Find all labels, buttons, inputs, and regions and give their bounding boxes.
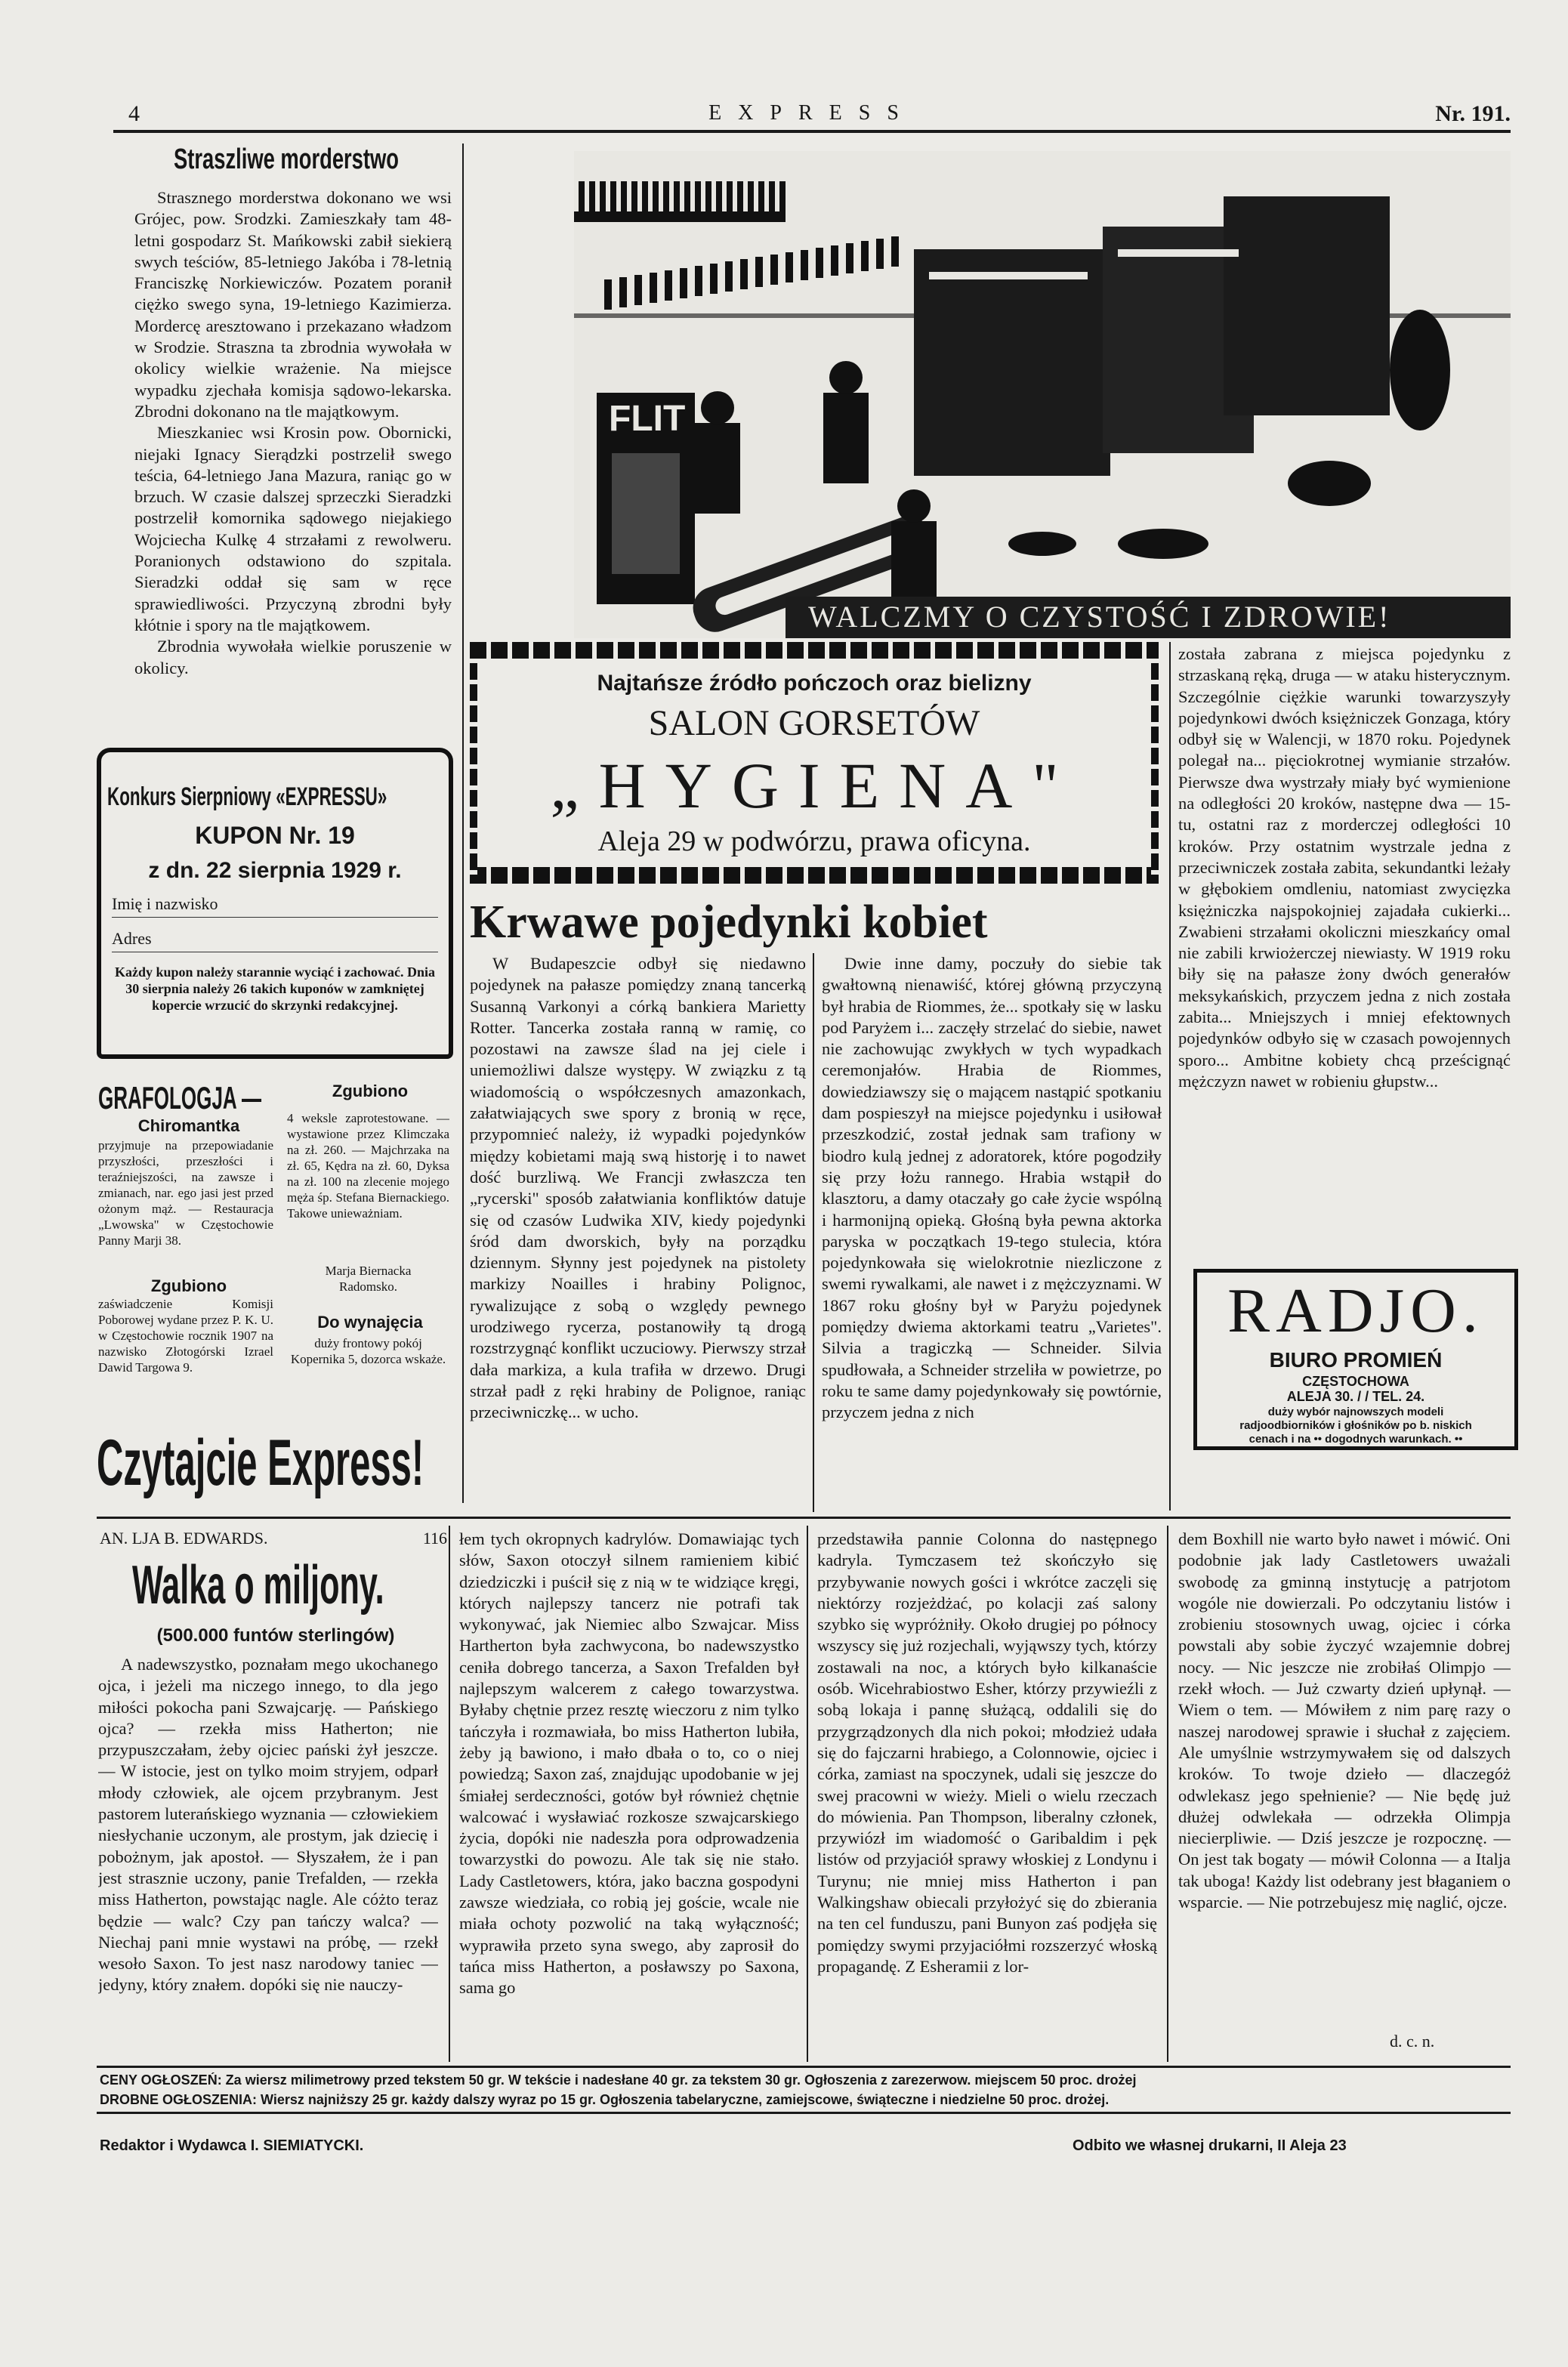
coupon-date: z dn. 22 sierpnia 1929 r. xyxy=(148,858,402,883)
comb-tooth xyxy=(727,181,733,213)
column-rule xyxy=(813,953,814,1512)
soldier-silhouette xyxy=(695,266,702,296)
comb-tooth xyxy=(758,181,764,213)
radjo-sub: BIURO PROMIEŃ xyxy=(1269,1348,1443,1372)
krwawe-col2 xyxy=(822,953,1162,1512)
serial-col2 xyxy=(459,1529,799,2057)
page-number: 4 xyxy=(128,101,140,126)
soldier-silhouette xyxy=(816,248,823,278)
issue-number: Nr. 191. xyxy=(1435,101,1511,126)
hygiena-advertisement xyxy=(470,642,1159,884)
zgubiono2-text xyxy=(287,1110,449,1261)
serial-byline xyxy=(100,1529,447,1548)
column-rule xyxy=(807,1526,808,2062)
radjo-text: duży wybór najnowszych modeli radjoodbiorników i głośników po b. niskich cenach i na •• dogodnych warunkach. •• xyxy=(1239,1406,1472,1446)
checker-border-left xyxy=(470,642,477,884)
grafologja-body: przyjmuje na przepowiadanie przyszłości, przeszłości i teraźniejszości, na zawsze i zmianach, nar. ego jasi jest przed ożonym mąż. — Restauracja „Lwowska" w Częstochowie Panny Marji 38. xyxy=(98,1138,273,1248)
footer-drukarnia: Odbito we własnej drukarni, II Aleja 23 xyxy=(1073,2137,1347,2154)
checker-border-bottom xyxy=(470,867,1159,884)
signature-town: Radomsko. xyxy=(339,1279,397,1294)
grafologja-sub: Chiromantka xyxy=(137,1116,240,1135)
section-rule xyxy=(97,1517,1511,1519)
soldier-silhouette xyxy=(891,236,899,267)
serial-text3: przedstawiła pannie Colonna do następnego kadryla. Tymczasem też skończyło się przybywanie nowych gości i wkrótce zaczęli się niektórzy rozjeżdżać, po kolacji zaś salony szybko się wypróżniły. Około drugiej po północy wszyscy się już rozjechali, wyjąwszy tych, którzy zostawali na noc, a których było kilkanaście osób. Wicehrabiostwo Esher, którzy przywieźli z sobą lokaja i pannę służącą, oddalili się do przygrządzonych dla nich pokoi; młodzież udała się do fajczarni hrabiego, a Colonnowie, ojciec i córka, zamiast na spoczynek, udali się jeszcze do swej pracowni w wieży. Mieli o wielu rzeczach do mówienia. Pan Thompson, liberalny członek, przywiózł im wiadomość o Garibaldim i pęk listów od przyjaciół sprawy włoskiej z Londynu i Turynu; nie mniej miss Hatherton i pan Walkingshaw obiecali przyłożyć się do zbierania na ten cel funduszu, pani Bunyon zaś podjęła się pomiędzy swymi przyjaciółmi rozszerzyć włoską propagandę. Z Esheramii z lor- xyxy=(817,1529,1157,1976)
column-rule xyxy=(1169,642,1171,1511)
comb-tooth xyxy=(684,181,690,213)
column-rule xyxy=(1167,1526,1168,2062)
comb-tooth xyxy=(779,181,786,213)
flit-can-icon xyxy=(597,393,695,604)
serial-col3 xyxy=(817,1529,1157,2057)
zgubiono1-text xyxy=(98,1296,273,1409)
soldier-silhouette xyxy=(725,261,733,292)
serial-text1: A nadewszystko, poznałam mego ukochanego ojca, i jeżeli ma niczego innego, to dla jego miłości pokocha pani Szwajcarję. — Pańskiego ojca? — rzekła miss Hatherton; nie przypuszczałam, żeby ojciec pański żył jeszcze. — W istocie, jest on tylko moim stryjem, odparł młody człowiek, ale ojcem przybranym. Jest pastorem luterańskiego wyznania — człowiekiem niesłychanie uczonym, ale prostym, jak dziecię i pobożnym, jak apostoł. — Słyszałem, że i pan jest strasznie uczony, panie Trefalden, — rzekła miss Hatherton, powstając nagle. Ale cóżto teraz będzie — walc? Czy pan tańczy walca? — Niechaj pani mnie wystawi na próbę, — rzekł wesoło Saxon. To jest nasz narodowy taniec — jedyny, który znałem. dopóki się nie nauczy- xyxy=(98,1655,438,1995)
masthead: EXPRESS xyxy=(708,101,915,125)
wynajecia-body: duży frontowy pokój Kopernika 5, dozorca wskaże. xyxy=(290,1336,446,1366)
krwawe-text2: Dwie inne damy, poczuły do siebie tak gwałtowną nienawiść, której główną przyczyną był hrabia de Riommes, że... spotkały się w lasku pod Paryżem i... zaczęły strzelać do siebie, nawet nie zachowując zwykłych w tych wypadkach ceremonjałów. Hrabia de Riommes, dowiedziawszy się o mającem nastąpić spotkaniu dam pospieszył na miejsce pojedynku i usiłował przeszkodzić, został jednak sam trafiony w biodro kulą jednej z adoratorek, które pogodziły się przy łożu rannego. Hrabia wstąpił do klasztoru, a damy otaczały go całe życie wspólną i harmonijną opieką. Głośną była pewna aktorka paryska w początkach 19-tego stulecia, która pojedynkowała się wielokrotnie niezliczone z swemi rywalkami, ale nawet i z mężczyznami. W 1867 roku głośny był w Paryżu pojedynek pomiędzy dwiema aktorkami teatru „Varietes". Silvia a tragiczką — Schneider. Silvia spudłowała, a Schneider strzeliła w powietrze, po roku te same damy pojedynkowały się powtórnie, przyczem jedna z nich xyxy=(822,954,1162,1422)
comb-tooth xyxy=(737,181,743,213)
comb-tooth xyxy=(653,181,659,213)
flit-slogan: WALCZMY O CZYSTOŚĆ I ZDROWIE! xyxy=(808,600,1391,634)
soldier-silhouette xyxy=(650,273,657,303)
comb-tooth xyxy=(705,181,711,213)
paragraph: Strasznego morderstwa dokonano we wsi Grójec, pow. Srodzki. Zamieszkały tam 48-letni gospodarz St. Mańkowski zabił siekierą swych teściów, 85-letniego Jakóba i 78-letnią Franciszkę Norkiewiczów. Pozatem poranił ciężko swego syna, 19-letniego Kazimierza. Mordercę aresztowano i przekazano władzom w Srodzie. Straszna ta zbrodnia wywołała w okolicy wielkie wrażenie. Na miejsce wypadku zjechała komisja sądowo-lekarska. Zbrodni dokonano na tle majątkowym. xyxy=(134,188,452,421)
header-rule xyxy=(113,130,1511,133)
coupon-name-field: Imię i nazwisko xyxy=(112,894,438,918)
soldier-silhouette xyxy=(831,245,838,276)
contest-coupon xyxy=(97,748,453,1059)
zgubiono2-title: Zgubiono xyxy=(332,1082,409,1100)
hygiena-line1: Najtańsze źródło pończoch oraz bielizny xyxy=(597,671,1032,696)
czytajcie-express-banner: Czytajcie Express! xyxy=(97,1427,424,1499)
coupon-note: Każdy kupon należy starannie wyciąć i zachować. Dnia 30 sierpnia należy 26 takich kuponów w zamkniętej kopercie wrzucić do skrzynki redakcyjnej. xyxy=(114,964,435,1013)
footer-drobne: DROBNE OGŁOSZENIA: Wiersz najniższy 25 gr. każdy dalszy wyraz po 15 gr. Ogłoszenia tabelaryczne, zamiejscowe, świąteczne i niedzielne 50 proc. drożej. xyxy=(100,2092,1110,2107)
hygiena-line4: Aleja 29 w podwórzu, prawa oficyna. xyxy=(597,826,1031,857)
soldier-silhouette xyxy=(740,259,748,289)
coupon-title: Konkurs Sierpniowy «EXPRESSU» xyxy=(107,782,387,811)
article-title-morderstwo: Straszliwe morderstwo xyxy=(174,144,400,175)
comb-tooth xyxy=(610,181,616,213)
soldier-silhouette xyxy=(755,257,763,287)
comb-tooth xyxy=(663,181,669,213)
radjo-advertisement xyxy=(1193,1269,1518,1450)
comb-tooth xyxy=(579,181,585,213)
serial-text2: łem tych okropnych kadrylów. Domawiając tych słów, Saxon otoczył silnem ramieniem kibić dziedziczki i puścił się z nią w te widziące kręgi, których najlepszy tancerz nie potrafi tak wykonywać, jak Niemiec albo Szwajcar. Miss Hartherton była zachwycona, bo nadewszystko ceniła dobrego tancerza, a Saxon Trefalden był najlepszym walcerem z całego towarzystwa. Byłaby chętnie przez resztę wieczoru z nim tylko tańczyła i rozmawiała, bo miss Hatherton lubiła, żeby ją bawiono, i mało dbała o to, co o niej powiedzą; Saxon zaś, znajdując upodobanie w jej śmiałej serdeczności, gotów był również chętnie walcować i wysławiać rozkosze szwajcarskiego życia, dopóki nie nadeszła pora odprowadzenia towarzystki do powozu. Ale tak się nie stało. Lady Castletowers, która, jako baczna gospodyni zawsze wiedziała, co robią jej goście, wcale nie miała ochoty pozwolić na taką wyłączność; wyprawiła przeto syna swego, aby zaprosił do tańca miss Hatherton, a posławszy po Saxona, sama go xyxy=(459,1529,799,1998)
krwawe-text3: została zabrana z miejsca pojedynku z strzaskaną ręką, druga — w ataku histerycznym. Szczególnie ciężkie warunki towarzyszyły pojedynkowi dwóch księżniczek Gonzaga, który odbył się w Walencji, w 1870 roku. Pojedynek polegał na... pięciokrotnej wymianie strzałów. Pierwsze dwa wystrzały miały być wymienione na odległości 20 kroków, następne dwa — 15-tu, ostatni raz z morderczej odległości 10 kroków. Przy ostatnim wystrzale jedna z przeciwniczek została zabita, sekundantki leżały w głębokiem omdleniu, natomiast zwycięzka księżniczka najspokojniej zajadała cukierki... Zwabieni strzałami okoliczni mieszkańcy omal nie zabili krwiożerczej niewiasty. W 1919 roku biły się na pałasze żony dwóch generałów meksykańskich, przyczem jedna z nich została zabita... Mniejszych i mniej efektownych pojedynków odbyło się w czasach powojennych sporo... Ambitne kobiety chcą prześcignąć mężczyzn nawet w robieniu głupstw... xyxy=(1178,644,1511,1091)
column-rule xyxy=(462,144,464,1503)
soldier-row-icon xyxy=(574,181,899,310)
serial-text4: dem Boxhill nie warto było nawet i mówić. Oni podobnie jak lady Castletowers uważali swobodę za gminną instytucję a patrjotom wogóle nie dowierzali. Po odczytaniu listów i zrobieniu stosownych uwag, ojciec i córka powstali aby sobie życzyć wzajemnie dobrej nocy. — Nic jeszcze nie zrobiłaś Olimpjo — rzekł włoch. — Już czwarty dzień upłynął. — Wiem o tem. — Mówiłem z nim parę razy o naszej narodowej sprawie i słuchał z zajęciem. Ale umyślnie wstrzymywałem się od dalszych kroków. To twoje dzieło — dlaczegóż odwlekasz jego spełnienie? — Nie będę już dłużej odwlekała — odrzekła Olimpja niecierpliwie. — Dziś jeszcze je rozpocznę. — On jest tak bogaty — mówił Colonna — a Italja tak uboga! Każdy list odebrany jest błaganiem o wsparcie. — Nie potrzebujesz mię naglić, ojcze. xyxy=(1178,1529,1511,1912)
grafologja-title: GRAFOLOGJA — xyxy=(98,1080,262,1116)
serial-subtitle: (500.000 funtów sterlingów) xyxy=(156,1625,395,1646)
comb-tooth xyxy=(748,181,754,213)
checker-border-right xyxy=(1151,642,1159,884)
soldier-silhouette xyxy=(680,268,687,298)
zgubiono2-sign xyxy=(287,1263,449,1295)
flit-illustration xyxy=(574,151,1511,638)
coupon-address-field: Adres xyxy=(112,929,438,952)
serial-continued: d. c. n. xyxy=(1390,2032,1435,2051)
comb-tooth xyxy=(642,181,648,213)
hygiena-line3: „HYGIENA" xyxy=(550,749,1079,822)
zgubiono1-body: zaświadczenie Komisji Poborowej wydane przez P. K. U. w Częstochowie rocznik 1907 na nazwisko Złotogórski Izrael Dawid Targowa 9. xyxy=(98,1297,273,1375)
serial-author: AN. LJA B. EDWARDS. xyxy=(100,1529,268,1548)
soldier-silhouette xyxy=(786,252,793,282)
serial-number: 116 xyxy=(422,1529,447,1548)
hygiena-line2: SALON GORSETÓW xyxy=(648,703,980,743)
footer-rule xyxy=(97,2112,1511,2114)
comb-tooth xyxy=(621,181,627,213)
comb-tooth xyxy=(674,181,680,213)
zgubiono1-title: Zgubiono xyxy=(150,1276,227,1295)
krwawe-col3 xyxy=(1178,643,1511,1255)
comb-tooth xyxy=(600,181,606,213)
serial-col1 xyxy=(98,1654,438,2054)
comb-tooth xyxy=(631,181,637,213)
flit-brand-text: FLIT xyxy=(609,399,686,439)
soldier-silhouette xyxy=(619,277,627,307)
soldier-silhouette xyxy=(801,250,808,280)
signature-name: Marja Biernacka xyxy=(325,1264,412,1278)
comb-tooth xyxy=(589,181,595,213)
footer-rule xyxy=(97,2066,1511,2068)
soldier-silhouette xyxy=(846,243,853,273)
checker-border-top xyxy=(470,642,1159,659)
comb-tooth xyxy=(716,181,722,213)
box-stack-icon xyxy=(914,196,1390,476)
comb-tooth xyxy=(695,181,701,213)
coupon-number: KUPON Nr. 19 xyxy=(195,822,355,849)
article-morderstwo xyxy=(134,187,452,731)
serial-title: Walka o miljony. xyxy=(132,1555,384,1616)
radjo-city: CZĘSTOCHOWA xyxy=(1302,1374,1409,1389)
paragraph: Zbrodnia wywołała wielkie poruszenie w okolicy. xyxy=(134,637,452,677)
soldier-silhouette xyxy=(861,241,869,271)
soldier-silhouette xyxy=(770,255,778,285)
krwawe-title: Krwawe pojedynki kobiet xyxy=(470,896,988,948)
radjo-address: ALEJA 30. / / TEL. 24. xyxy=(1286,1389,1425,1404)
page-header xyxy=(113,97,1511,130)
zgubiono2-body: 4 weksle zaprotestowane. — wystawione przez Klimczaka na zł. 260. — Majchrzaka na zł. 65, Kędra na zł. 60, Dyksa na zł. 100 na zlecenie mojego męża śp. Stefana Biernackiego. Takowe unieważniam. xyxy=(287,1111,449,1221)
soldier-silhouette xyxy=(710,264,718,294)
soldier-silhouette xyxy=(876,239,884,269)
wynajecia-title: Do wynajęcia xyxy=(317,1313,423,1332)
flit-advertisement xyxy=(574,151,1511,638)
paragraph: Mieszkaniec wsi Krosin pow. Obornicki, niejaki Ignacy Sierądzki postrzelił swego teścia, 64-letniego Jana Mazura, raniąc go w brzuch. W czasie dalszej sprzeczki Sieradzki postrzelił komornika sądowego niejakiego Wojciecha Kulkę 4 strzałami z rewolweru. Poranionych odstawiono do szpitala. Sieradzki oddał się sam w ręce sprawiedliwości. Przyczyną zbrodni były kłótnie i spory na tle majątkowem. xyxy=(134,423,452,634)
soldier-silhouette xyxy=(604,279,612,310)
serial-col4 xyxy=(1178,1529,1511,2027)
footer-ceny: CENY OGŁOSZEŃ: Za wiersz milimetrowy przed tekstem 50 gr. W tekście i nadesłane 40 gr. za tekstem 30 gr. Ogłoszenia z zarezerwow. miejscem 50 proc. drożej xyxy=(100,2072,1137,2088)
comb-tooth xyxy=(769,181,775,213)
krwawe-text1: W Budapeszcie odbył się niedawno pojedynek na pałasze pomiędzy znaną tancerką Susanną Varkonyi a córką bankiera Marietty Rotter. Tancerka została ranną w ramię, co pozostawi na zawsze ślad na jej ciele i uniemożliwi dalsze występy. W związku z tą wiadomością o współczesnych amazonkach, załatwiających swe spory z bronią w ręce, przypomnieć należy, iż wypadki pojedynków między kobietami mają swą historję i to nawet dość burzliwą. We Francji zwłaszcza ten „rycerski" sposób załatwiania konfliktów datuje się od czasów Ludwika XIV, kiedy pojedynki śród dam dworskich, były na porządku dziennym. Słynny jest pojedynek na pistolety markizy Noailles i hrabiny Polignoc, rywalizujące z sobą o względy pewnego urodziwego rycerza, postanowiły tą drogą rozstrzygnąć konflikt uczuciowy. Pierwszy strzał dała markiza, a kula trafiła w drzewo. Drugi strzał padł z ręki hrabiny de Polignoe, raniąc przeciwniczkę... w ucho. xyxy=(470,954,806,1422)
column-rule xyxy=(449,1526,450,2062)
soldier-silhouette xyxy=(634,275,642,305)
radjo-title: RADJO. xyxy=(1227,1276,1484,1346)
footer-redaktor: Redaktor i Wydawca I. SIEMIATYCKI. xyxy=(100,2137,364,2154)
wynajecia-text xyxy=(287,1335,449,1396)
krwawe-col1 xyxy=(470,953,806,1512)
soldier-silhouette xyxy=(665,270,672,301)
grafologja-text xyxy=(98,1137,273,1273)
